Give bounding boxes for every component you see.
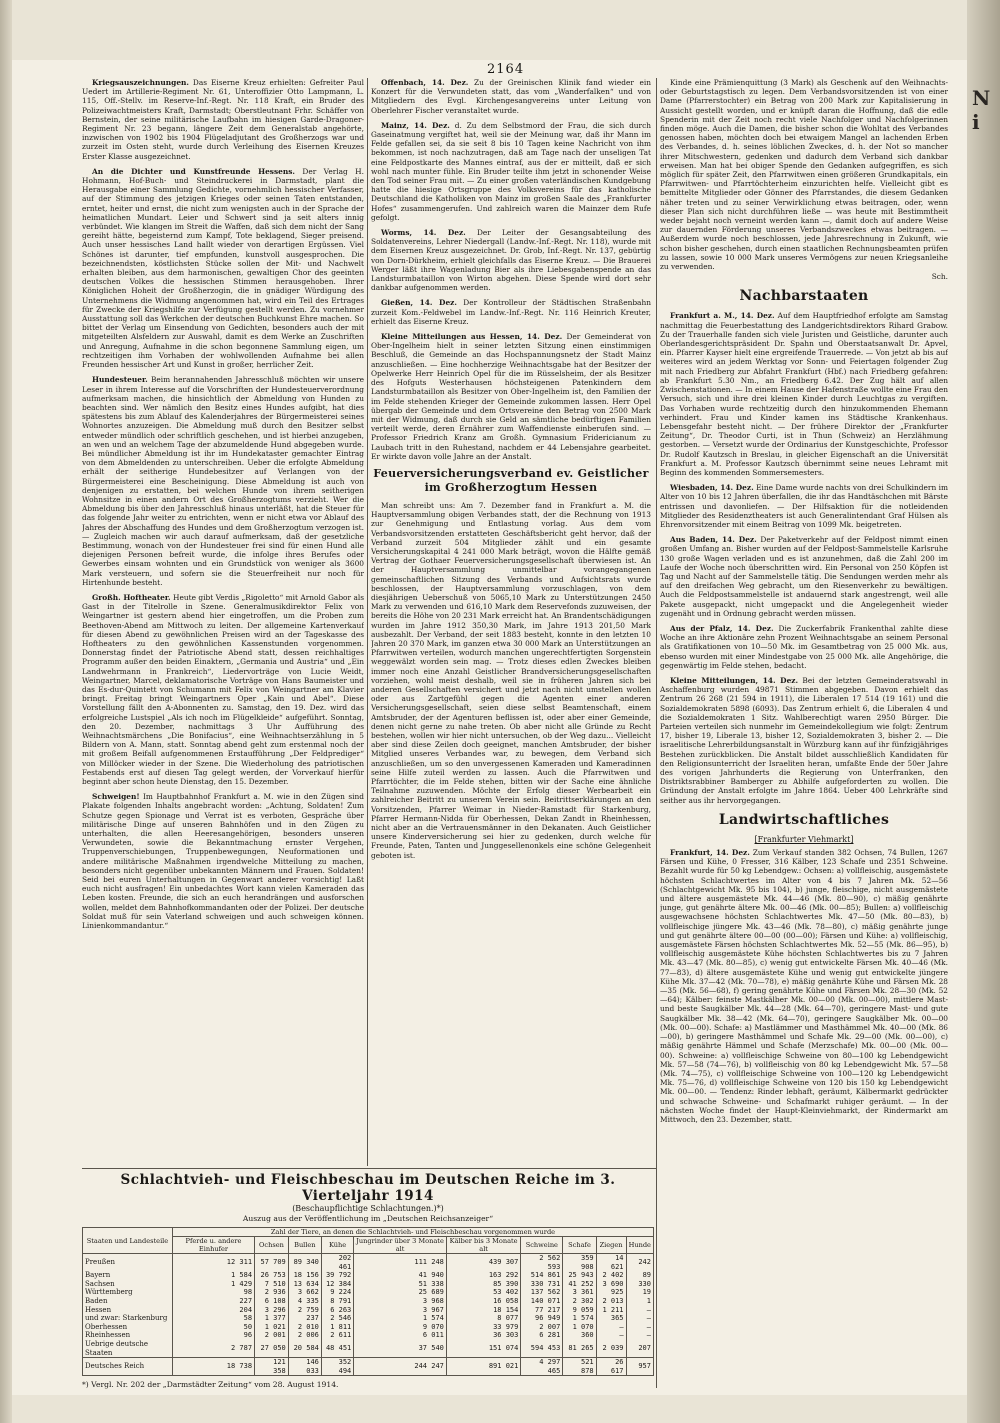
group-header: Zahl der Tiere, an denen die Schlachtvieh- und Fleischbeschau vorgenommen wurde (172, 1228, 653, 1237)
table-cell: 1 211 (596, 1306, 626, 1315)
table-cell: 98 (172, 1288, 254, 1297)
article-lead: Gießen, 14. Dez. (381, 298, 457, 308)
table-row (83, 1254, 654, 1272)
table-cell: 85 390 (446, 1280, 520, 1289)
table-cell: 4 335 (288, 1297, 321, 1306)
table-cell: 18 156 (288, 1271, 321, 1280)
article-signature: Sch. (931, 272, 948, 282)
column-header: Schweine (521, 1237, 563, 1254)
article-text: d. Zu dem Selbstmord der Frau, die sich durch Gaseinatmung vergiftet hat, weil sie der Meinung war, daß ihr Mann im Felde gefallen sei, da sie seit 8 bis 10 Tagen keine Nachricht von ihm bekommen, ist noch nachzutragen, daß am Tage nach der unseligen Tat eine Feldpostkarte des Mannes eintraf, aus der er mitteilt, daß er sich wohl nach munter fühle. Ein Bruder teilte ihm jetzt in schonender Weise den Tod seiner Frau mit. — Zu einer großen vaterländischen Kundgebung hatte die hiesige Ortsgruppe des Volksvereins für das katholische Deutschland die Katholiken von Mainz im großen Saale des „Frankfurter Hofes“ zusammengerufen. Und zahlreich waren die Mainzer dem Rufe gefolgt. (371, 120, 651, 222)
table-row (83, 1314, 654, 1323)
table-cell: 20 584 (288, 1340, 321, 1358)
column-header: Ochsen (255, 1237, 289, 1254)
table-cell: 237 (288, 1314, 321, 1323)
table-cell: 3 968 (354, 1297, 447, 1306)
table-cell: 1 429 (172, 1280, 254, 1289)
table-cell: 521 878 (563, 1358, 596, 1376)
table-cell: 1 070 (563, 1323, 596, 1332)
table-cell: 53 402 (446, 1288, 520, 1297)
table-cell: 111 248 (354, 1254, 447, 1272)
table-cell: 1 (626, 1297, 653, 1306)
article-text: Im Hauptbahnhof Frankfurt a. M. wie in den Zügen sind Plakate folgenden Inhalts angebracht worden: „Achtung, Soldaten! Zum Schutze gegen Spionage und Verrat ist es verboten, Gespräche über militärische Dinge auf unseren Bahnhöfen und in den Zügen zu unterhalten, die allen Heeresangehörigen, besonders unseren Verwundeten, sowie die Bekanntmachung ernster Vergehen, Truppenverschiebungen, Truppenbewegungen, Neuformationen und andere militärische Maßnahmen irgendwelche Mitteilung zu machen, besonders nicht gegenüber unbekannten Männern und Frauen. Soldaten! Seid bei euren Unterhaltungen in Gegenwart anderer vorsichtig! Laßt euch nicht ausfragen! Ein unbedachtes Wort kann vielen Kameraden das Leben kosten. Freunde, die sich an euch herandrängen und ausforschen wollen, meldet dem Bahnhofkommandanten oder der Polizei. Der deutsche Soldat muß für sein Vaterland schweigen und auch schweigen können. Linienkommandantur.“ (82, 792, 364, 931)
section-heading-nachbarstaaten: Nachbarstaaten (739, 288, 869, 305)
table-cell: 9 224 (321, 1288, 353, 1297)
column-2 (371, 78, 651, 1166)
article-feuerversicherung (371, 501, 651, 860)
table-cell: 3 662 (288, 1288, 321, 1297)
table-cell: 3 967 (354, 1306, 447, 1315)
table-source: Auszug aus der Veröffentlichung im „Deutschen Reichsanzeiger“ (242, 1214, 494, 1223)
table-cell: 2 759 (288, 1306, 321, 1315)
column-rule (367, 78, 368, 1166)
table-top-rule (82, 1168, 656, 1169)
column-header: Kühe (321, 1237, 353, 1254)
row-label: Rheinhessen (83, 1331, 173, 1340)
article-text: Beim herannahenden Jahresschluß möchten wir unsere Leser in ihrem Interesse auf die Vorschriften der Hundesteuerverordnung aufmerksam machen, die hinsichtlich der Abmeldung von Hunden zu beachten sind. Wer nämlich den Besitz eines Hundes aufgibt, hat dies spätestens bis zum Ablauf des Kalenderjahres der Bürgermeisterei seines Wohnortes anzuzeigen. Die Abmeldung muß durch den Besitzer selbst entweder mündlich oder schriftlich geschehen, und ist hierbei anzugeben, an wen und an welchem Tage der abzumeldende Hund abgegeben wurde. Bei mündlicher Abmeldung ist ihr im Hundekataster gemachter Eintrag von dem Abmeldenden zu unterschreiben. Ueber die erfolgte Abmeldung erhält der seitherige Hundebesitzer auf Verlangen von der Bürgermeisterei eine Bescheinigung. Diese Abmeldung ist auch von denjenigen zu erstatten, bei welchen Hunde von ihrem seitherigen Wohnsitze in einen andern Ort des Großherzogtums verzieht. Wer die Abmeldung bis über den Jahresschluß hinaus unterläßt, hat die Steuer für das folgende Jahr weiter zu entrichten, wenn er nicht etwa vor Ablauf des Jahres der Abschaffung des Hundes und dem Großherzogtum verzogen ist. — Zugleich machen wir auch darauf aufmerksam, daß der gesetzliche Bestimmung, wonach von der Hundesteuer frei sind für einen Hund alle diejenigen Personen befreit wurde, die infolge ihres Berufes oder Gewerbes einsam wohnten und ein Grundstück von weniger als 3600 Mark versteuern, und sofern sie die Steuerfreiheit nur noch für Hirtenhunde besteht. (82, 375, 364, 587)
article-lead: Schweigen! (92, 792, 140, 802)
table-cell: 891 021 (446, 1358, 520, 1376)
row-label: Oberhessen (83, 1323, 173, 1332)
table-cell: 163 292 (446, 1271, 520, 1280)
row-label: Hessen (83, 1306, 173, 1315)
section-subheading-viehmarkt: [Frankfurter Viehmarkt] (754, 834, 854, 844)
table-cell: — (626, 1314, 653, 1323)
article-dichter-kunstfreunde (82, 167, 364, 369)
article-lead: Offenbach, 14. Dez. (381, 78, 469, 87)
article-text: Der Kontrolleur der Städtischen Straßenbahn zurzeit Kom.-Feldwebel im Landw.-Inf.-Regt. Nr. 116 Heinrich Kreuter, erhielt das Eiserne Kreuz. (371, 298, 651, 326)
slaughter-statistics-table (82, 1227, 654, 1376)
article-wiesbaden (660, 483, 948, 529)
article-text: Bei der letzten Gemeinderatswahl in Aschaffenburg wurden 49871 Stimmen abgegeben. Davon erhielt das Zentrum 26 268 (21 594 in 1911), die Liberalen 17 514 (19 161) und die Sozialdemokraten 5898 (6093). Das Zentrum erhielt 6, die Liberalen 4 und die Sozialdemokraten 1 Sitz. Wahlberechtigt waren 2950 Bürger. Die Parteien verteilen sich nunmehr im Gemeindekollegium wie folgt: Zentrum 17, bisher 19, Liberale 13, bisher 12, Sozialdemokraten 3, bisher 2. — Die israelitische Lehrerbildungsanstalt in Würzburg kann auf ihr fünfzigjähriges Bestehen zurückblicken. Die Anstalt bildet ausschließlich Kandidaten für den Religionsunterricht der Israeliten heran, umfaßte Ende der 50er Jahre des vorigen Jahrhunderts die Regierung von Unterfranken, den Distriktsrabbiner Bamberger zu Abhilfe aufgeforderten zu wollen. Die Gründung der Anstalt erfolgte im Jahre 1864. Ueber 400 Lehrkräfte sind seither aus ihr hervorgegangen. (660, 675, 948, 805)
table-cell: 146 033 (288, 1358, 321, 1376)
table-cell: — (626, 1323, 653, 1332)
table-cell: 2 546 (321, 1314, 353, 1323)
table-cell: 1 377 (255, 1314, 289, 1323)
book-gutter-left (0, 0, 12, 1423)
table-cell: 514 861 (521, 1271, 563, 1280)
row-label: Preußen (83, 1254, 173, 1272)
table-cell: 89 340 (288, 1254, 321, 1272)
article-lead: An die Dichter und Kunstfreunde Hessens. (92, 166, 295, 176)
table-cell: 96 949 (521, 1314, 563, 1323)
column-header: Schafe (563, 1237, 596, 1254)
article-text: Der Verlag H. Hohmann, Hof-Buch- und Steindruckerei in Darmstadt, plant die Herausgabe einer Sammlung Gedichte, vornehmlich hessischer Verfasser, auf der Stimmung des jetzigen Krieges oder seinen Taten entstanden, erntet, heiter und ernst, die nicht zum wenigsten auch in der Sprache der heimatlichen Mundart. Leier und Schwert sind ja seit alters innig verbündet. Wie klangen im Streit die Waffen, daß sich dem nicht der Sang gereiht hätte, begeisternd zum Kampf, Tote beklagend, Sieger preisend. Auch unser hessisches Land hallt wieder von derartigen Ergüssen. Viel Schönes ist darunter, tief empfunden, kunstvoll ausgesprochen. Die bezeichnendsten, köstlichsten Stücke sollen der Mit- und Nachwelt erhalten bleiben, aus dem harmonischen, gewaltigen Chor des geeinten deutschen Volkes die hessischen Stimmen herausgehoben. Ihrer Königlichen Hoheit der Großherzogin, die in gnädiger Würdigung des Unternehmens die Widmung angenommen hat, wird ein Teil des Ertrages für Zwecke der Kriegshilfe zur Verfügung gestellt werden. Zu vornehmer Ausstattung soll das Werkchen der deutschen Buchkunst Ehre machen. So bittet der Verlag um Einsendung von Gedichten, besonders auch der mit mitgeteilten Alsfeldern zur Auswahl, damit es dem Werke an Zuschriften und Anregung, Aufnahme in die schon begonnene Sammlung eigen, um rechtzeitigen ihm Vorhaben der wohlwollenden Aufnahme bei allen Freunden hessischer Art und Kunst in großer, herrlicher Zeit. (82, 166, 364, 370)
column-header: Hunde (626, 1237, 653, 1254)
table-row (83, 1297, 654, 1306)
table-cell: 1 574 (354, 1314, 447, 1323)
table-cell: 16 058 (446, 1297, 520, 1306)
table-cell: 2 010 (288, 1323, 321, 1332)
row-label: und zwar: Starkenburg (83, 1314, 173, 1323)
table-cell: 957 (626, 1358, 653, 1376)
column-header: Pferde u. andere Einhufer (172, 1237, 254, 1254)
table-cell: 2 302 (563, 1297, 596, 1306)
table-title: Schlachtvieh- und Fleischbeschau im Deutschen Reiche im 3. Vierteljahr 1914 (120, 1172, 616, 1204)
table-cell: 242 (626, 1254, 653, 1272)
table-cell: 6 281 (521, 1331, 563, 1340)
table-cell: 6 263 (321, 1306, 353, 1315)
article-lead: Worms, 14. Dez. (381, 228, 466, 238)
table-cell: 1 021 (255, 1323, 289, 1332)
table-cell: 202 461 (321, 1254, 353, 1272)
article-text: Heute gibt Verdis „Rigoletto“ mit Arnold Gabor als Gast in der Titelrolle in Szene. Generalmusikdirektor Felix von Weingartner ist gestern abend hier eingetroffen, um die Proben zum Beethoven-Abend am Mittwoch zu leiten. Der allgemeine Kartenverkauf für diesen Abend zu gewöhnlichen Preisen wird an der Tageskasse des Hoftheaters zu den gewöhnlichen Kassenstunden vorgenommen. Donnerstag findet der Patriotische Abend statt, dessen reichhaltiges Programm außer den beiden Einaktern, „Germania und Austria“ und „Ein Landwehrmann in Frankreich“, Liedervorträge von Lucie Weidt, Weingartner, Marcel, deklamatorische Vorträge von Hans Baumeister und das Es-dur-Quintett von Schumann mit Felix von Weingartner am Klavier bringt. Freitag bringt Weingartners Oper „Kain und Abel“. Diese Vorstellung fällt den A-Abonnenten zu. Samstag, den 19. Dez. wird das erfolgreiche Lustspiel „Als ich noch im Flügelkleide“ aufgeführt. Sonntag, den 20. Dezember, nachmittags 3 Uhr Aufführung des Weihnachtsmärchens „Die Bonifacius“, eine Weihnachtserzählung in 5 Bildern von A. Mann, statt. Sonntag abend geht zum erstenmal noch der mit großem Beifall aufgenommenen Erstaufführung „Der Feldprediger“ von Millöcker wieder in der Szene. Die Wiederholung des patriotischen Festabends erst auf diesen Tag gelegt werden, der Vorverkauf hierfür beginnt aber schon heute Dienstag, den 15. Dezember. (82, 592, 364, 787)
article-text: Eine Dame wurde nachts von drei Schulkindern im Alter von 10 bis 12 Jahren überfallen, die ihr das Handtäschchen mit Bärste entrissen und davonliefen. — Der Hilfsaktion für die notleidenden Mitglieder des Residenztheaters ist auch Generalintendant Graf Hülsen als Ehrenvorsitzender mit einem Beitrag von 1099 Mk. beigetreten. (660, 483, 948, 529)
table-cell: 227 (172, 1297, 254, 1306)
table-cell: 13 634 (288, 1280, 321, 1289)
table-cell: 3 296 (255, 1306, 289, 1315)
next-page-letter: N (972, 86, 991, 110)
article-pfalz (660, 624, 948, 670)
table-cell: 2 402 (596, 1271, 626, 1280)
article-schweigen (82, 792, 364, 930)
book-gutter-right (967, 0, 1000, 1423)
table-row (83, 1280, 654, 1289)
article-lead: Frankfurt a. M., 14. Dez. (670, 311, 775, 321)
table-cell: 33 979 (446, 1323, 520, 1332)
table-row (83, 1271, 654, 1280)
table-cell: 2 039 (596, 1340, 626, 1358)
article-lead: Kriegsauszeichnungen. (92, 78, 189, 87)
row-label: Deutsches Reich (83, 1358, 173, 1376)
table-cell: 81 265 (563, 1340, 596, 1358)
table-cell: 6 011 (354, 1331, 447, 1340)
table-cell: 12 384 (321, 1280, 353, 1289)
table-row (83, 1340, 654, 1358)
table-cell: 137 562 (521, 1288, 563, 1297)
column-3 (660, 78, 948, 1408)
column-header: Kälber bis 3 Monate alt (446, 1237, 520, 1254)
table-cell: — (626, 1306, 653, 1315)
table-cell: 77 217 (521, 1306, 563, 1315)
table-cell: 7 510 (255, 1280, 289, 1289)
article-lead: Frankfurt, 14. Dez. (670, 848, 750, 858)
article-lead: Mainz, 14. Dez. (381, 120, 450, 130)
article-text: Auf dem Hauptfriedhof erfolgte am Samstag nachmittag die Feuerbestattung des Landgerichtsdirektors Rihard Grabow. Zu der Trauerhalle fanden sich viele Juristen und Geistliche, darunter auch Oberlandesgerichtspräsident Dr. Spahn und Oberstaatsanwalt Dr. Apvel, ein. Pfarrer Kayser hielt eine ergreifende Trauerrede. — Von jetzt ab bis auf weiteres wird an jedem Werktag vor Sonn- und Feiertagen folgender Zug mit nach Friedberg zur Abfahrt Frankfurt (Hbf.) nach Friedberg gefahren: ab Frankfurt 5.30 Nm., an Friedberg 6.42. Der Zug hält auf allen Zwischenstationen. — In einem Hause der Hafenstraße wollte eine Frau den Versuch, sich und ihre drei kleinen Kinder durch Leuchtgas zu vergiften. Das Vorhaben wurde rechtzeitig durch den hinzukommenden Ehemann verhindert. Frau und Kinder kamen ins Städtische Krankenhaus. Lebensgefahr besteht nicht. — Der frühere Direktor der „Frankfurter Zeitung“, Dr. Theodor Curti, ist in Thun (Schweiz) an Herzlähmung gestorben. — Versetzt wurde der Ordinarius der Kunstgeschichte, Professor Dr. Rudolf Kautzsch in Breslau, in gleicher Eigenschaft an die Universität Frankfurt a. M. Professor Kautzsch übernimmt seine neues Lehramt mit Beginn des kommenden Sommersemesters. (660, 311, 948, 477)
table-cell: 360 (563, 1331, 596, 1340)
table-cell: 89 (626, 1271, 653, 1280)
article-viehmarkt (660, 848, 948, 1124)
table-cell: 9 070 (354, 1323, 447, 1332)
table-cell: 50 (172, 1323, 254, 1332)
table-cell: 25 689 (354, 1288, 447, 1297)
table-cell: 121 358 (255, 1358, 289, 1376)
table-cell: 140 071 (521, 1297, 563, 1306)
table-total-row (83, 1358, 654, 1376)
article-lead: Hundesteuer. (92, 375, 148, 385)
table-cell: 96 (172, 1331, 254, 1340)
row-label: Bayern (83, 1271, 173, 1280)
table-cell: 12 311 (172, 1254, 254, 1272)
article-text: Der Paketverkehr auf der Feldpost nimmt einen großen Umfang an. Bisher wurden auf der Feldpost-Sammelstelle Karlsruhe 130 große Wagen verladen und es ist anzunehmen, daß die Zahl 200 im Laufe der Woche noch überschritten wird. Ein Personal von 250 Köpfen ist Tag und Nacht auf der Sammelstelle tätig. Die Sendungen werden mehr als auf den dreifachen Weg gebracht, um den Riesenverkehr zu bewältigen. Auch die Feldpostsammelstelle ist andauernd stark angestrengt, weil alle Pakete ausgepackt, nicht umgepackt und die Angelegenheit wieder zugenäht und in Ordnung gebracht werden müssen. (660, 535, 948, 618)
article-baden (660, 535, 948, 618)
table-body (83, 1254, 654, 1376)
table-cell: 36 303 (446, 1331, 520, 1340)
table-cell: 18 154 (446, 1306, 520, 1315)
row-label: Sachsen (83, 1280, 173, 1289)
table-cell: 6 108 (255, 1297, 289, 1306)
table-cell: 1 584 (172, 1271, 254, 1280)
article-text: Das Eiserne Kreuz erhielten: Gefreiter Paul Uedert im Artillerie-Regiment Nr. 61, Unteroffizier Otto Lampmann, L. 115, Off.-Stellv. im Reserve-Inf.-Regt. Nr. 118 Kraft, ein Bruder des Polizeiwachtmeisters Kraft, Darmstadt; Oberstleutnant Frhr. Schäffer von Bernstein, der seine militärische Laufbahn im hiesigen Garde-Dragoner-Regiment Nr. 23 begann, längere Zeit dem Generalstab angehörte, inzwischen von 1902 bis 1904 Flügeladjutant des Großherzogs war und zurzeit im Osten steht, wurde durch Verleihung des Eisernen Kreuzes Erster Klasse ausgezeichnet. (82, 78, 364, 161)
table-cell: 2 007 (521, 1323, 563, 1332)
column-rule (656, 78, 657, 1388)
table-cell: 2 001 (255, 1331, 289, 1340)
article-text: Die Zuckerfabrik Frankenthal zahlte diese Woche an ihre Aktionäre zehn Prozent Weihnachtsgabe an seinem Personal als Gratifikationen von 10—50 Mk. im Gesamtbetrag von 25 000 Mk. aus, ebenso wurden mit einer Mindestgabe von 25 000 Mk. alle Angehörige, die gegenwärtig im Felde stehen, bedacht. (660, 623, 948, 670)
table-cell: 3 690 (596, 1280, 626, 1289)
table-cell: 14 621 (596, 1254, 626, 1272)
page-number: 2164 (487, 62, 525, 77)
table-cell: — (626, 1331, 653, 1340)
table-cell: 18 738 (172, 1358, 254, 1376)
article-mainz (371, 121, 651, 222)
table-cell: 330 731 (521, 1280, 563, 1289)
table-row (83, 1288, 654, 1297)
table-cell: 26 617 (596, 1358, 626, 1376)
column-header: Jungrinder über 3 Monate alt (354, 1237, 447, 1254)
stub-header: Staaten und Landesteile (83, 1228, 173, 1254)
article-text: Kinde eine Prämienquittung (3 Mark) als Geschenk auf den Weihnachts- oder Geburtstagstisch zu legen. Dem Verbandsvorsitzenden ist von einer Dame (Pfarrerstochter) ein Betrag von 200 Mark zur Kapitalisierung in Aussicht gestellt worden, und er knüpft daran die Hoffnung, daß die edle Spenderin mit der Zeit noch recht viele Nachfolger und Nachfolgerinnen finden möge. Auch die Damen, die bisher schon die Wohltat des Verbandes genossen haben, möchten doch bei etwaigem Mangel an lachenden Erben des Verbandes, d. h. seines löblichen Zweckes, d. h. der Not so mancher ihrer Mitschwestern, gedenken und dadurch dem Verband sich dankbar erweisen. Man hat bei obiger Spende den Gedanken aufgegriffen, es sich möglich für später Zeit, den Pfarrwitwen einen größeren Grundkapitals, ein Pfarrwitwen- und Pfarrtöchterheim einzurichten helfe. Vielleicht gibt es bemittelte Mitglieder oder Gönner des Pfarrstandes, die diesem Gedanken näher treten und zu seiner Verwirklichung etwas beitragen, oder, wenn dieser Plan sich nicht durchführen ließe — was heute mit Bestimmtheit weder bejaht noch verneint werden kann —, damit doch auf andere Weise zur dauernden Förderung unseres Verbandszweckes etwas beitragen. — Außerdem wurde noch beschlossen, jede Jahresrechnung in Zukunft, wie schon bisher geschehen, durch einen staatlichen Rechnungsbeamten prüfen zu lassen, sowie 10 000 Mark unseres Vermögens zur neuen Kriegsanleihe zu verwenden. (660, 78, 948, 272)
table-cell: 1 574 (563, 1314, 596, 1323)
column-1 (82, 78, 364, 1166)
table-cell: 39 792 (321, 1271, 353, 1280)
article-lead: Aus der Pfalz, 14. Dez. (670, 623, 774, 633)
article-frankfurt (660, 311, 948, 477)
article-worms (371, 228, 651, 292)
table-cell: 151 074 (446, 1340, 520, 1358)
table-cell: 26 753 (255, 1271, 289, 1280)
table-cell: — (596, 1331, 626, 1340)
table-cell: 19 (626, 1288, 653, 1297)
table-cell: 3 361 (563, 1288, 596, 1297)
table-cell: 2 787 (172, 1340, 254, 1358)
article-text: Man schreibt uns: Am 7. Dezember fand in Frankfurt a. M. die Hauptversammlung obigen Verbandes statt, der die Rechnung von 1913 zur Genehmigung und Entlastung vorlag. Aus dem vom Verbandsvorsitzenden erstatteten Geschäftsbericht geht hervor, daß der Verband zurzeit 504 Mitglieder zählt und ein gesamte Versicherungskapital 4 241 000 Mark beträgt, wovon die Hälfte gemäß Vertrag der Gothaer Feuerversicherungsgesellschaft überwiesen ist. An der Hauptversammlung unmittelbar vorangegangenen gemeinschaftlichen Sitzung des Verbands und Aufsichtsrats wurde beschlossen, der Hauptversammlung vorzuschlagen, von dem diesjährigen Ueberschuß von 5065,10 Mark zu Unterstützungen 2450 Mark zu verwenden und 616,10 Mark dem Reservefonds zuzuweisen, der bereits die Höhe von 20 231 Mark erreicht hat. An Brandentschädigungen wurden im Jahre 1912 350,30 Mark, im Jahre 1913 201,50 Mark ausbezahlt. Der Verband, der seit 1883 besteht, konnte in den letzten 10 Jahren 20 370 Mark, im ganzen etwa 30 000 Mark an Unterstützungen an Pfarrwitwen verteilen, wodurch manchen ungerechtfertigten Sorgenstein weggewälzt worden sein mag. — Trotz dieses edlen Zweckes bleiben immer noch eine Anzahl Geistlicher Brandversicherungsgesellschaften vorziehen, wohl meist deshalb, weil sie in früheren Jahren sich bei anderen Gesellschaften versichert und jetzt nach nicht umstellen wollen oder aus Zartgefühl gegen die Agenten einer anderen Versicherungsgesellschaft, seien diese selbst Beamtenschaft, einem Amtsbruder, der der Agenturen beflissen ist, oder aber einer Gemeinde, denen nicht gerne zu nahe treten. Ob aber nicht alle Gründe zu Recht bestehen, wollen wir hier nicht untersuchen, ob der Weg dazu... Vielleicht aber sind diese Zeilen doch geeignet, manchen Amtsbruder, der bisher Mitglied unseres Verbandes war, zu bewegen, dem Verband sich anzuschließen, um so den unvergessenen Kameraden und Kameradinnen seine Hilfe zuteil werden zu lassen. Auch die Pfarrwitwen und Pfarrtöchter, die im Felde stehen, bitten wir der Sache eine ähnliche Teilnahme zuzuwenden. Möchte der Erfolg dieser Werbearbeit ein zahlreicher Beitritt zu unserem Verein sein. Beitrittserklärungen an den Vorsitzenden, Pfarrer Weimar in Nieder-Ramstadt für Starkenburg, Pfarrer Hermann-Nidda für Oberhessen, Dekan Zandt in Rheinhessen, nicht aber an die Vertrauensmänner in den Dekanaten. Auch Geistlicher unsere Kinderversicherung sei hier zu gedenken, durch welche für Freunde, Paten, Tanten und Junggesellenonkels eine schöne Gelegenheit geboten ist. (371, 500, 651, 860)
article-feuerversicherung-cont (660, 78, 948, 281)
table-cell: 41 940 (354, 1271, 447, 1280)
article-hoftheater (82, 593, 364, 786)
table-row (83, 1306, 654, 1315)
column-header: Ziegen (596, 1237, 626, 1254)
table-cell: 359 908 (563, 1254, 596, 1272)
statistics-table-block (82, 1172, 654, 1390)
table-cell: 8 791 (321, 1297, 353, 1306)
article-kleine-mitteilungen-hessen (371, 332, 651, 461)
article-lead: Großh. Hoftheater. (92, 592, 171, 602)
article-text: Zum Verkauf standen 382 Ochsen, 74 Bullen, 1267 Färsen und Kühe, 0 Fresser, 316 Kälber, 123 Schafe und 2351 Schweine. Bezahlt wurde für 50 kg Lebendgew.: Ochsen: a) vollfleischig, ausgemästete höchsten Schlachtwertes im Alter von 4 bis 7 Jahren Mk. 52—56 (Schlachtgewicht Mk. 95 bis 104), b) junge, fleischige, nicht ausgemästete und ältere ausgemästete Mk. 44—46 (Mk. 80—90), c) mäßig genährte junge, gut genährte ältere Mk. 00—46 (Mk. 00—85); Bullen: a) vollfleischig ausgewachsene höchsten Schlachtwertes Mk. 47—50 (Mk. 80—83), b) vollfleischige jüngere Mk. 43—46 (Mk. 78—80), c) mäßig genährte junge und gut genährte ältere 00—00 (00—00); Färsen und Kühe: a) vollfleischig, ausgemästete Färsen höchsten Schlachtwertes Mk. 52—55 (Mk. 86—95), b) vollfleischig ausgemästete Kühe höchsten Schlachtwertes bis zu 7 Jahren Mk. 43—47 (Mk. 80—85), c) wenig gut entwickelte Färsen Mk. 40—46 (Mk. 77—83), d) ältere ausgemästete Kühe und wenig gut entwickelte jüngere Kühe Mk. 37—42 (Mk. 70—78), e) mäßig genährte Kühe und Färsen Mk. 28—35 (Mk. 56—68), f) gering genährte Kühe und Färsen Mk. 28—30 (Mk. 52—64); Kälber: feinste Mastkälber Mk. 00—00 (Mk. 00—00), mittlere Mast- und beste Saugkälber Mk. 44—28 (Mk. 64—70), geringere Mast- und gute Saugkälber Mk. 38—42 (Mk. 64—70), geringere Saugkälber Mk. 00—00 (Mk. 00—00). Schafe: a) Mastlämmer und Masthämmel Mk. 40—00 (Mk. 86—00), b) geringere Masthämmel und Schafe Mk. 29—00 (Mk. 00—00), c) mäßig genährte Hämmel und Schafe (Merzschafe) Mk. 00—00 (Mk. 00—00). Schweine: a) vollfleischige Schweine von 80—100 kg Lebendgewicht Mk. 57—58 (74—76), b) vollfleischig von 80 kg Lebendgewicht Mk. 57—58 (Mk. 74—75), c) vollfleischige Schweine von 100—120 kg Lebendgewicht Mk. 75—76, d) vollfleischige Schweine von 120 bis 150 kg Lebendgewicht Mk. 00—00. — Tendenz: Rinder lebhaft, geräumt, Kälbermarkt gedrückter und schwache Schweine- und Schafmarkt ruhiger geräumt. — In der nächsten Woche findet der Haupt-Kleinviehmarkt, der Rindermarkt am Mittwoch, den 23. Dezember, statt. (660, 848, 948, 1124)
table-cell: 48 451 (321, 1340, 353, 1358)
table-cell: 58 (172, 1314, 254, 1323)
table-cell: — (596, 1323, 626, 1332)
table-footnote: *) Vergl. Nr. 202 der „Darmstädter Zeitung“ vom 28. August 1914. (82, 1380, 339, 1390)
table-cell: 37 540 (354, 1340, 447, 1358)
table-cell: 925 (596, 1288, 626, 1297)
table-cell: 51 338 (354, 1280, 447, 1289)
table-cell: 439 307 (446, 1254, 520, 1272)
article-lead: Kleine Mitteilungen aus Hessen, 14. Dez. (381, 332, 563, 342)
table-cell: 2 936 (255, 1288, 289, 1297)
article-hundesteuer (82, 375, 364, 587)
table-cell: 1 811 (321, 1323, 353, 1332)
article-offenbach (371, 78, 651, 115)
section-heading-landwirtschaftliches: Landwirtschaftliches (718, 811, 890, 828)
row-label: Uebrige deutsche Staaten (83, 1340, 173, 1358)
next-page-letter: i (972, 110, 980, 134)
article-text: Der Gemeinderat von Ober-Ingelheim hielt in seiner letzten Sitzung einen einstimmigen Beschluß, die Gemeinde an das Hochspannungsnetz der Stadt Mainz anzuschließen. — Eine hochherzige Weihnachtsgabe hat der Besitzer der Opelwerke Herr Heinrich Opel für die im Rüsselsheim, der als Besitzer des Hofguts Westerhausen höchsteigenen Patenkindern dem Landsturmbataillon als Besitzer von Ober-Ingelheim ist, den Familien der im Felde stehenden Krieger der Gemeinde zukommen lassen. Herr Opel übergab der Gemeinde und dem Ortsvereine den Betrag von 2500 Mark mit der Widmung, daß durch sie Geld an sämtliche bedürftigen Familien verteilt werde, deren Ernährer zum Waffendienste einberufen sind. — Professor Friedrich Kranz am Großh. Gymnasium Fridericianum zu Laubach tritt in den Ruhestand, nachdem er 44 Lebensjahre gearbeitet. Er wirkte davon volle Jahre an der Anstalt. (371, 332, 651, 461)
table-cell: 365 (596, 1314, 626, 1323)
next-page-letters (972, 86, 996, 134)
table-cell: 2 013 (596, 1297, 626, 1306)
article-lead: Kleine Mitteilungen, 14. Dez. (670, 675, 799, 685)
table-cell: 2 006 (288, 1331, 321, 1340)
table-cell: 57 709 (255, 1254, 289, 1272)
table-cell: 41 252 (563, 1280, 596, 1289)
article-text: Zu der Greinischen Klinik fand wieder ein Konzert für die Verwundeten statt, das vom „Wanderfalken“ und von Mitgliedern des Evgl. Kirchengesangvereins unter Leitung von Oberlehrer Fischer veranstaltet wurde. (371, 78, 651, 115)
row-label: Württemberg (83, 1288, 173, 1297)
article-lead: Wiesbaden, 14. Dez. (670, 483, 754, 493)
table-cell: 2 562 593 (521, 1254, 563, 1272)
table-cell: 207 (626, 1340, 653, 1358)
table-cell: 204 (172, 1306, 254, 1315)
table-cell: 4 297 465 (521, 1358, 563, 1376)
row-label: Baden (83, 1297, 173, 1306)
table-cell: 2 611 (321, 1331, 353, 1340)
table-cell: 9 059 (563, 1306, 596, 1315)
table-cell: 27 050 (255, 1340, 289, 1358)
table-cell: 25 943 (563, 1271, 596, 1280)
article-kleine-mitteilungen (660, 676, 948, 805)
section-heading-feuerversicherung: Feuerversicherungsverband ev. Geistlicher im Großherzogtum Hessen (373, 466, 649, 494)
article-text: Der Leiter der Gesangsabteilung des Soldatenvereins, Lehrer Niedergall (Landw.-Inf.-Regt. Nr. 118), wurde mit dem Eisernen Kreuz ausgezeichnet. Dr. Grob, Inf.-Regt. Nr. 137, gebürtig von Dorn-Dürkheim, erhielt gleichfalls das Eiserne Kreuz. — Die Brauerei Werger läßt ihre Wagenladung Bier als ihre Liebesgabenspende an das Landsturmbataillon von Wirton abgehen. Diese Spende wird dort sehr dankbar aufgenommen werden. (371, 228, 651, 293)
table-cell: 8 077 (446, 1314, 520, 1323)
table-cell: 352 494 (321, 1358, 353, 1376)
article-lead: Aus Baden, 14. Dez. (670, 535, 757, 545)
table-row (83, 1331, 654, 1340)
table-row (83, 1323, 654, 1332)
article-giessen (371, 298, 651, 326)
table-cell: 594 453 (521, 1340, 563, 1358)
table-cell: 330 (626, 1280, 653, 1289)
table-subtitle: (Beschaupflichtige Schlachtungen.)*) (292, 1204, 444, 1213)
article-kriegsauszeichnungen (82, 78, 364, 161)
column-header: Bullen (288, 1237, 321, 1254)
table-cell: 244 247 (354, 1358, 447, 1376)
